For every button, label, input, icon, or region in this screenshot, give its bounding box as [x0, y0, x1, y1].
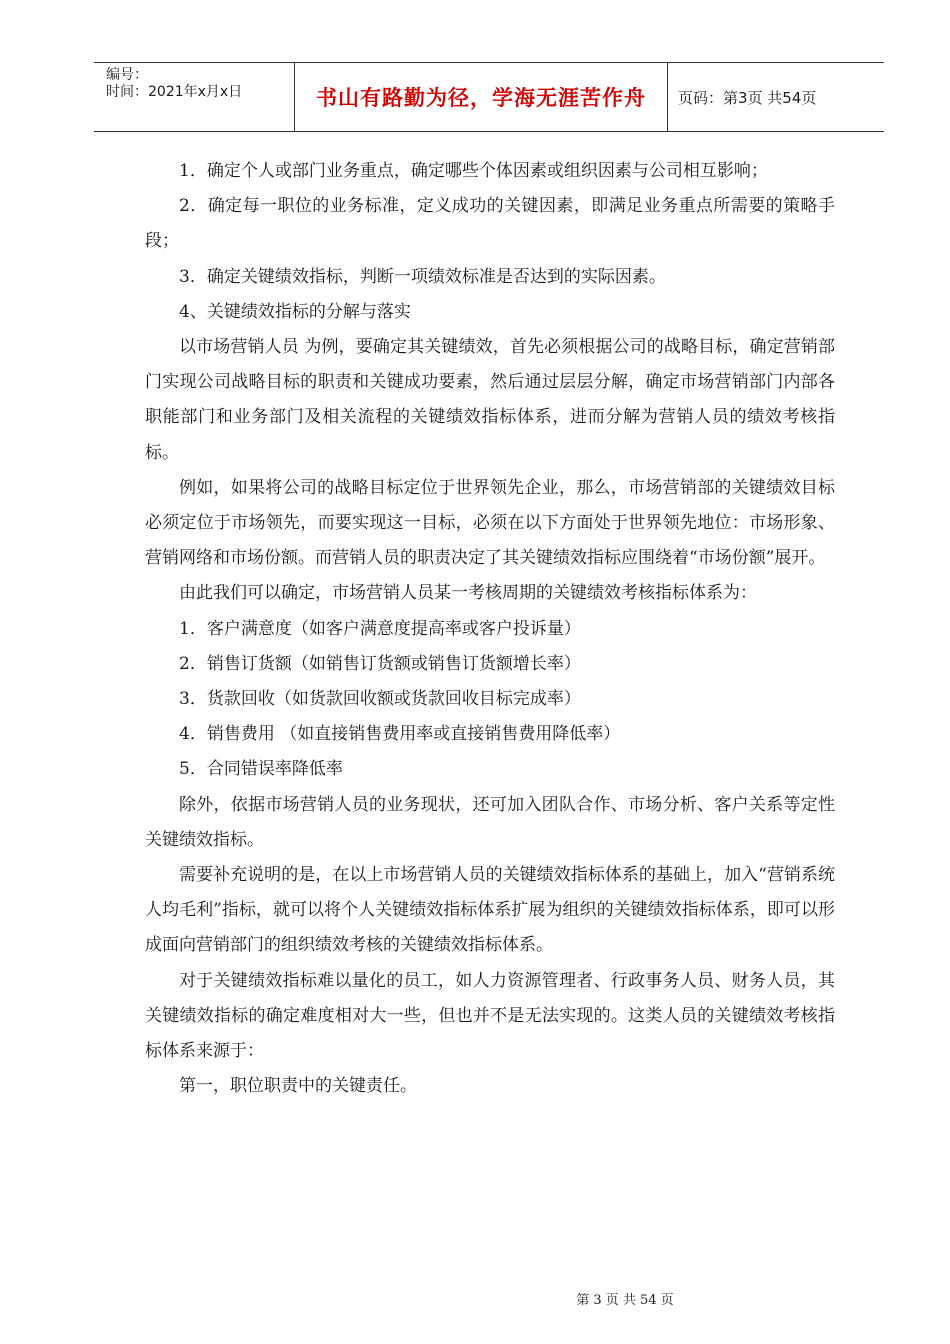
paragraph: 2．确定每一职位的业务标准，定义成功的关键因素，即满足业务重点所需要的策略手段；: [145, 196, 835, 252]
document-body: [145, 154, 835, 1104]
page-header: [94, 62, 884, 132]
document-number-label: 编号：: [106, 67, 148, 83]
header-page-info: 页码：第3页 共54页: [678, 88, 817, 107]
page-footer: 第 3 页 共 54 页: [576, 1293, 674, 1308]
paragraph: 第一，职位职责中的关键责任。: [179, 1076, 417, 1097]
list-item: 2．销售订货额（如销售订货额或销售订货额增长率）: [179, 653, 581, 674]
paragraph: 以市场营销人员 为例，要确定其关键绩效，首先必须根据公司的战略目标，确定营销部门实现公司战略目标的职责和关键成功要素，然后通过层层分解，确定市场营销部门内部各职能部门和业务部门及相关流程的关键绩效指标体系，进而分解为营销人员的绩效考核指标。: [145, 337, 835, 463]
section-heading: 4、关键绩效指标的分解与落实: [179, 301, 411, 322]
paragraph: 由此我们可以确定，市场营销人员某一考核周期的关键绩效考核指标体系为：: [179, 583, 757, 604]
list-item: 1．客户满意度（如客户满意度提高率或客户投诉量）: [179, 618, 581, 639]
paragraph: 对于关键绩效指标难以量化的员工，如人力资源管理者、行政事务人员、财务人员，其关键绩效指标的确定难度相对大一些，但也并不是无法实现的。这类人员的关键绩效考核指标体系来源于：: [145, 970, 835, 1062]
header-motto: 书山有路勤为径，学海无涯苦作舟: [295, 63, 668, 131]
list-item: 3．货款回收（如货款回收额或货款回收目标完成率）: [179, 689, 581, 710]
paragraph: 3．确定关键绩效指标，判断一项绩效标准是否达到的实际因素。: [179, 266, 666, 287]
paragraph: 需要补充说明的是，在以上市场营销人员的关键绩效指标体系的基础上，加入“营销系统人均毛利”指标，就可以将个人关键绩效指标体系扩展为组织的关键绩效指标体系，即可以形成面向营销部门的组织绩效考核的关键绩效指标体系。: [145, 865, 835, 956]
header-meta-cell: [94, 63, 295, 131]
paragraph: 1．确定个人或部门业务重点，确定哪些个体因素或组织因素与公司相互影响；: [179, 161, 768, 181]
list-item: 5．合同错误率降低率: [179, 759, 343, 780]
list-item: 4．销售费用 （如直接销售费用率或直接销售费用降低率）: [179, 724, 621, 745]
document-time-label: 时间：2021年x月x日: [106, 84, 243, 100]
paragraph: 除外，依据市场营销人员的业务现状，还可加入团队合作、市场分析、客户关系等定性关键绩效指标。: [145, 794, 835, 850]
paragraph: 例如，如果将公司的战略目标定位于世界领先企业，那么，市场营销部的关键绩效目标必须定位于市场领先，而要实现这一目标，必须在以下方面处于世界领先地位：市场形象、营销网络和市场份额。而营销人员的职责决定了其关键绩效指标应围绕着“市场份额”展开。: [145, 477, 835, 569]
